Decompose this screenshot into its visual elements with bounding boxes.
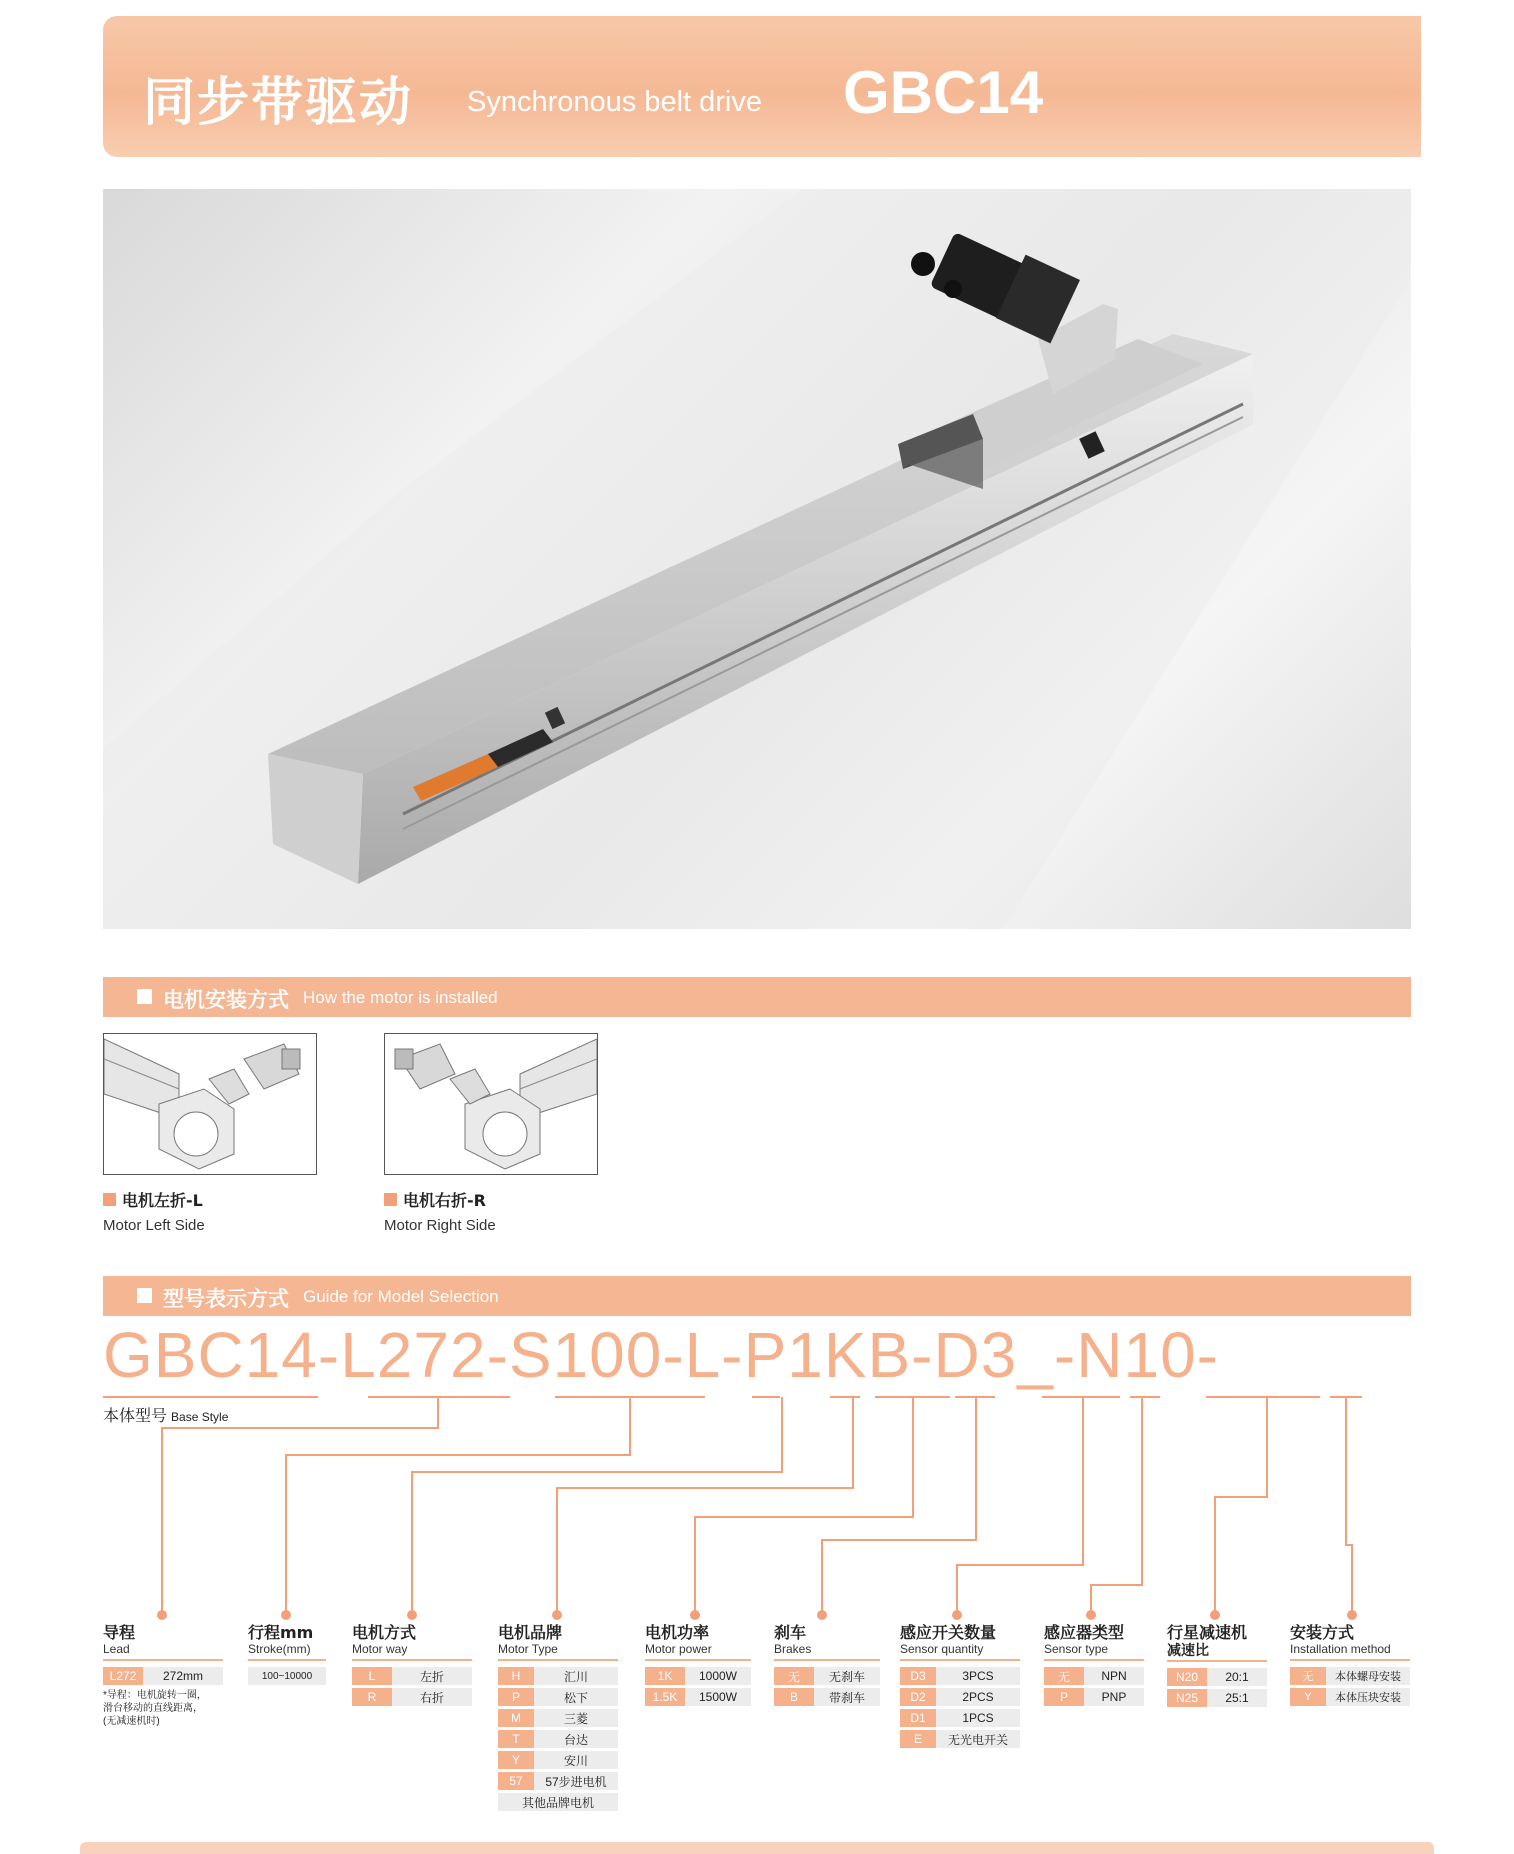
option-row	[498, 1667, 618, 1685]
option-code: M	[498, 1709, 534, 1727]
lead-note	[103, 1689, 223, 1728]
footer-strip	[80, 1842, 1434, 1854]
option-value: 汇川	[534, 1667, 618, 1685]
option-table	[774, 1664, 880, 1709]
option-value: 272mm	[143, 1667, 223, 1685]
option-value: 1PCS	[936, 1709, 1020, 1727]
group-title-cn: 感应开关数量	[900, 1623, 997, 1642]
option-code: 无	[1044, 1667, 1084, 1685]
group-divider	[1044, 1659, 1144, 1661]
option-code: P	[498, 1688, 534, 1706]
group-brakes	[774, 1624, 880, 1709]
option-row	[900, 1688, 1020, 1706]
group-title-en: Lead	[103, 1642, 130, 1656]
group-lead	[103, 1624, 223, 1728]
option-code: L272	[103, 1667, 143, 1685]
group-title-cn: 安装方式	[1290, 1623, 1355, 1642]
group-stroke	[248, 1624, 326, 1688]
option-value: 2PCS	[936, 1688, 1020, 1706]
option-value: 25:1	[1207, 1689, 1267, 1707]
option-row	[352, 1667, 472, 1685]
stroke-range: 100~10000	[248, 1667, 326, 1685]
group-motor-power	[645, 1624, 751, 1709]
option-value: 带刹车	[814, 1688, 880, 1706]
option-table	[1290, 1664, 1410, 1709]
motor-right-label-en: Motor Right Side	[384, 1217, 496, 1234]
group-title-en: Motor power	[645, 1642, 712, 1656]
option-row	[1044, 1688, 1144, 1706]
group-title-en: Brakes	[774, 1642, 812, 1656]
option-value: 57步进电机	[534, 1772, 618, 1790]
option-row	[645, 1667, 751, 1685]
lead-note-line: *导程：电机旋转一圈，	[103, 1690, 207, 1701]
motor-right-label-cn: 电机右折-R	[403, 1191, 486, 1210]
option-row	[900, 1667, 1020, 1685]
option-code: L	[352, 1667, 392, 1685]
option-code: P	[1044, 1688, 1084, 1706]
option-code: 57	[498, 1772, 534, 1790]
option-row	[1044, 1667, 1144, 1685]
option-row	[774, 1688, 880, 1706]
option-row	[498, 1772, 618, 1790]
option-code: D1	[900, 1709, 936, 1727]
group-title-en: Motor Type	[498, 1642, 558, 1656]
option-table	[900, 1664, 1020, 1751]
option-code: 无	[1290, 1667, 1326, 1685]
option-value: 1000W	[685, 1667, 751, 1685]
option-code: D3	[900, 1667, 936, 1685]
option-row	[103, 1667, 223, 1685]
option-table	[248, 1664, 326, 1688]
group-divider	[774, 1659, 880, 1661]
motor-left-label-en: Motor Left Side	[103, 1217, 205, 1234]
option-row	[1167, 1668, 1267, 1686]
group-installation	[1290, 1624, 1410, 1709]
option-row	[498, 1751, 618, 1769]
lead-note-line: 滑台移动的直线距离，	[103, 1703, 203, 1714]
option-value: 1500W	[685, 1688, 751, 1706]
page-title-cn: 同步带驱动	[143, 73, 414, 133]
group-motor-type	[498, 1624, 618, 1814]
group-title-cn: 电机功率	[645, 1623, 710, 1642]
group-title-cn: 电机方式	[352, 1623, 417, 1642]
option-row	[1290, 1667, 1410, 1685]
option-value: PNP	[1084, 1688, 1144, 1706]
option-code: B	[774, 1688, 814, 1706]
section-title-en: How the motor is installed	[303, 988, 498, 1007]
section-title-cn: 型号表示方式	[163, 1287, 289, 1311]
option-table	[103, 1664, 223, 1688]
option-value: 安川	[534, 1751, 618, 1769]
base-style-cn: 本体型号	[103, 1406, 168, 1425]
base-style-en: Base Style	[171, 1410, 229, 1424]
option-code: T	[498, 1730, 534, 1748]
group-title-cn2: 减速比	[1167, 1643, 1209, 1659]
group-title-cn: 电机品牌	[498, 1623, 563, 1642]
section-title-cn: 电机安装方式	[163, 988, 289, 1012]
group-divider	[1167, 1660, 1267, 1662]
option-row	[645, 1688, 751, 1706]
option-code: E	[900, 1730, 936, 1748]
lead-note-line: (无减速机时)	[103, 1716, 160, 1727]
model-code: GBC14-L272-S100-L-P1KB-D3_-N10-	[103, 1319, 1219, 1391]
group-reducer	[1167, 1624, 1267, 1710]
option-table	[645, 1664, 751, 1709]
option-table	[1044, 1664, 1144, 1709]
option-row	[248, 1667, 326, 1685]
group-title-en: Installation method	[1290, 1642, 1391, 1656]
option-value: 本体螺母安装	[1326, 1667, 1410, 1685]
group-divider	[103, 1659, 223, 1661]
option-row	[1167, 1689, 1267, 1707]
page-title-en: Synchronous belt drive	[467, 86, 762, 118]
option-code: R	[352, 1688, 392, 1706]
group-divider	[900, 1659, 1020, 1661]
option-code: 1K	[645, 1667, 685, 1685]
option-table	[498, 1664, 618, 1814]
option-value: 3PCS	[936, 1667, 1020, 1685]
group-title-en: Stroke(mm)	[248, 1642, 311, 1656]
option-code: H	[498, 1667, 534, 1685]
option-row	[774, 1667, 880, 1685]
option-value: NPN	[1084, 1667, 1144, 1685]
option-value: 无刹车	[814, 1667, 880, 1685]
option-value: 左折	[392, 1667, 472, 1685]
option-table	[352, 1664, 472, 1709]
group-divider	[645, 1659, 751, 1661]
option-value: 三菱	[534, 1709, 618, 1727]
group-title-cn: 刹车	[774, 1623, 807, 1642]
motor-left-label-cn: 电机左折-L	[122, 1191, 203, 1210]
group-divider	[352, 1659, 472, 1661]
group-title-en: Sensor type	[1044, 1642, 1109, 1656]
option-row	[498, 1709, 618, 1727]
option-code: N20	[1167, 1668, 1207, 1686]
option-code: D2	[900, 1688, 936, 1706]
option-code: 1.5K	[645, 1688, 685, 1706]
group-title-cn: 行星减速机	[1167, 1623, 1248, 1642]
group-motor-way	[352, 1624, 472, 1709]
option-value: 右折	[392, 1688, 472, 1706]
option-row	[498, 1730, 618, 1748]
option-value: 其他品牌电机	[498, 1793, 618, 1811]
option-row	[352, 1688, 472, 1706]
group-sensor-type	[1044, 1624, 1144, 1709]
option-value: 台达	[534, 1730, 618, 1748]
option-value: 本体压块安装	[1326, 1688, 1410, 1706]
model-name: GBC14	[843, 59, 1044, 126]
group-divider	[498, 1659, 618, 1661]
option-row	[900, 1730, 1020, 1748]
option-row	[498, 1688, 618, 1706]
option-value: 无光电开关	[936, 1730, 1020, 1748]
group-title-cn: 行程mm	[248, 1623, 314, 1642]
option-row	[498, 1793, 618, 1811]
group-title-en: Sensor quantity	[900, 1642, 984, 1656]
group-title-cn: 感应器类型	[1044, 1623, 1125, 1642]
option-code: N25	[1167, 1689, 1207, 1707]
option-table	[1167, 1665, 1267, 1710]
group-divider	[248, 1659, 326, 1661]
option-code: Y	[498, 1751, 534, 1769]
option-value: 20:1	[1207, 1668, 1267, 1686]
group-title-cn: 导程	[103, 1623, 136, 1642]
group-divider	[1290, 1659, 1410, 1661]
group-sensor-quantity	[900, 1624, 1020, 1751]
option-row	[1290, 1688, 1410, 1706]
option-code: Y	[1290, 1688, 1326, 1706]
option-code: 无	[774, 1667, 814, 1685]
option-value: 松下	[534, 1688, 618, 1706]
option-row	[900, 1709, 1020, 1727]
section-title-en: Guide for Model Selection	[303, 1287, 499, 1306]
group-title-en: Motor way	[352, 1642, 408, 1656]
